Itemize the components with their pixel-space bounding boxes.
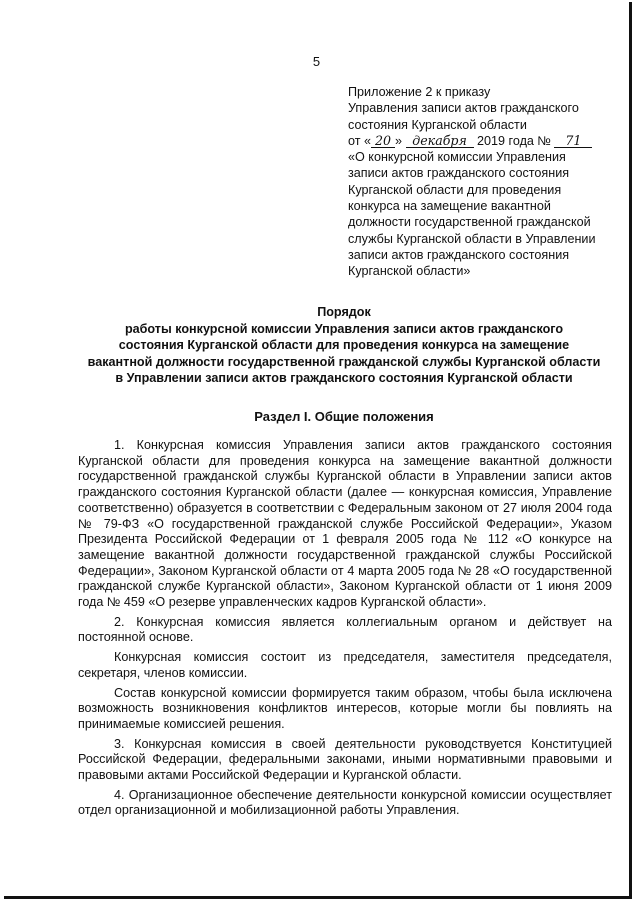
title-line: работы конкурсной комиссии Управления записи актов гражданского xyxy=(124,321,564,336)
title-line: состояния Курганской области для проведения конкурса на замещение xyxy=(118,338,570,353)
date-mid: » xyxy=(395,133,403,148)
appendix-subject-line: Курганской области для проведения xyxy=(348,182,562,197)
appendix-subject-line: должности государственной гражданской xyxy=(348,215,591,230)
appendix-date-line xyxy=(348,133,610,149)
date-year: 2019 года № xyxy=(477,133,551,148)
appendix-line: Приложение 2 к приказу xyxy=(348,85,491,99)
title-line: вакантной должности государственной гражданской службы Курганской области xyxy=(87,354,601,369)
appendix-subject-line: Курганской области» xyxy=(348,264,471,279)
appendix-subject-line: конкурса на замещение вакантной xyxy=(348,199,551,214)
appendix-subject-line: «О конкурсной комиссии Управления xyxy=(348,150,566,165)
page-number: 5 xyxy=(312,54,321,69)
appendix-block xyxy=(348,84,610,280)
paragraph: 3. Конкурсная комиссия в своей деятельности руководствуется Конституцией Российской Федерации, федеральными законами, иными нормативными правовыми и правовыми актами Российской Федерации и Курганской области. xyxy=(78,736,612,783)
appendix-subject-line: записи актов гражданского состояния xyxy=(348,247,570,262)
paragraph: Состав конкурсной комиссии формируется таким образом, чтобы была исключена возможность возникновения конфликтов интересов, которые могли бы повлиять на принимаемые комиссией решения. xyxy=(78,685,612,731)
document-title xyxy=(64,304,624,387)
section-title: Раздел I. Общие положения xyxy=(254,409,434,424)
handwritten-day: 20 xyxy=(371,134,395,148)
paragraph: 1. Конкурсная комиссия Управления записи актов гражданского состояния Курганской области для проведения конкурса на замещение вакантной должности государственной гражданской службы Курганской области в Управлении записи актов гражданского состояния Курганской области (далее — конкурсная комиссия, Управление соответственно) образуется в соответствии с Федеральным законом от 27 июля 2004 года № 79-ФЗ «О государственной гражданской службе Российской Федерации», Указом Президента Российской Федерации от 1 февраля 2005 года № 112 «О конкурсе на замещение вакантной должности государственной гражданской службы Российской Федерации», Законом Курганской области от 4 марта 2005 года № 28 «О государственной гражданской службе Курганской области», Законом Курганской области от 1 июня 2009 года № 459 «О резерве управленческих кадров Курганской области». xyxy=(78,438,612,610)
appendix-line: Управления записи актов гражданского xyxy=(348,101,579,116)
paragraph: 2. Конкурсная комиссия является коллегиальным органом и действует на постоянной основе. xyxy=(78,614,612,645)
appendix-subject-line: службы Курганской области в Управлении xyxy=(348,231,596,246)
appendix-subject-line: записи актов гражданского состояния xyxy=(348,166,570,181)
title-line: в Управлении записи актов гражданского состояния Курганской области xyxy=(115,371,573,386)
handwritten-month: декабря xyxy=(406,134,474,148)
document-page xyxy=(4,2,632,899)
title-heading: Порядок xyxy=(317,305,371,319)
handwritten-order-number: 71 xyxy=(554,134,592,148)
document-body xyxy=(78,438,612,823)
paragraph: Конкурсная комиссия состоит из председателя, заместителя председателя, секретаря, членов комиссии. xyxy=(78,650,612,680)
date-prefix: от « xyxy=(348,133,371,148)
appendix-line: состояния Курганской области xyxy=(348,117,527,132)
paragraph: 4. Организационное обеспечение деятельности конкурсной комиссии осуществляет отдел организационной и мобилизационной работы Управления. xyxy=(78,787,612,818)
